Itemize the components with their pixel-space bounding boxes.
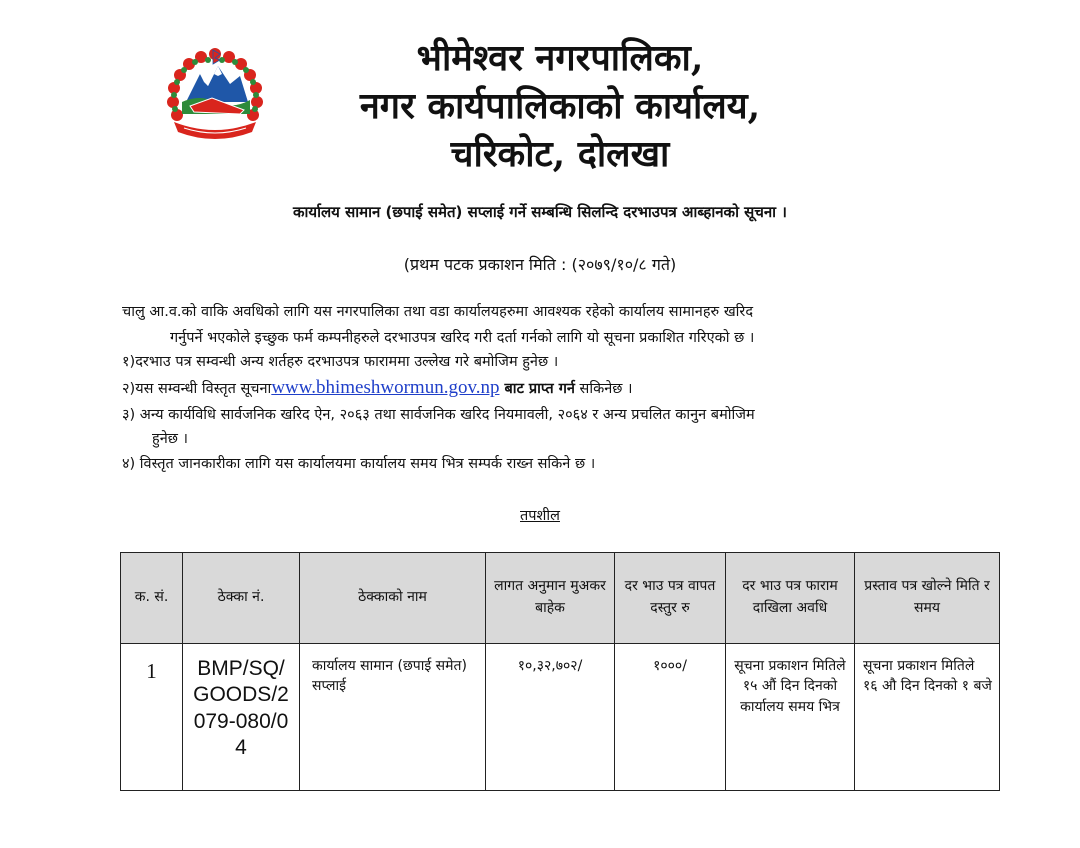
publication-date: (प्रथम पटक प्रकाशन मिति : (२०७९/१०/८ गते) xyxy=(403,255,677,274)
cell-contract-name: कार्यालय सामान (छपाई समेत) सप्लाई xyxy=(300,644,486,791)
cell-bid-fee: १०००/ xyxy=(615,644,726,791)
cell-contract-no: BMP/SQ/GOODS/2079-080/04 xyxy=(183,644,300,791)
paragraph-line-1: चालु आ.व.को वाकि अवधिको लागि यस नगरपालिका तथा वडा कार्यालयहरुमा आवश्यक रहेको कार्यालय सामानहरु खरिद xyxy=(122,304,754,320)
cell-serial-no: 1 xyxy=(121,644,183,791)
header-bid-fee: दर भाउ पत्र वापत दस्तुर रु xyxy=(615,553,726,644)
table-header-row xyxy=(121,553,1000,644)
office-location: चरिकोट, दोलखा xyxy=(450,133,670,175)
header-cost-estimate: लागत अनुमान मुअकर बाहेक xyxy=(486,553,615,644)
paragraph-line-2: गर्नुपर्ने भएकोले इच्छुक फर्म कम्पनीहरुले दरभाउपत्र खरिद गरी दर्ता गर्नको लागि यो सूचना प्रकाशित गरिएको छ । xyxy=(170,330,755,346)
condition-item-1: १)दरभाउ पत्र सम्वन्धी अन्य शर्तहरु दरभाउपत्र फाराममा उल्लेख गरे बमोजिम हुनेछ । xyxy=(122,354,559,370)
condition-item-2-bold: बाट प्राप्त गर्न xyxy=(499,381,575,397)
header-submission-period: दर भाउ पत्र फाराम दाखिला अवधि xyxy=(726,553,855,644)
header-contract-name: ठेक्काको नाम xyxy=(300,553,486,644)
cell-submission-period: सूचना प्रकाशन मितिले १५ औं दिन दिनको कार्यालय समय भित्र xyxy=(726,644,855,791)
cell-cost-estimate: १०,३२,७०२/ xyxy=(486,644,615,791)
office-name: नगर कार्यपालिकाको कार्यालय, xyxy=(359,85,761,127)
header-opening-date: प्रस्ताव पत्र खोल्ने मिति र समय xyxy=(855,553,1000,644)
condition-item-2-prefix: २)यस सम्वन्धी विस्तृत सूचना xyxy=(122,381,272,397)
tender-table xyxy=(120,552,1000,791)
header-serial-no: क. सं. xyxy=(121,553,183,644)
cell-opening-date: सूचना प्रकाशन मितिले १६ औ दिन दिनको १ बजे xyxy=(855,644,1000,791)
condition-item-3-cont: हुनेछ । xyxy=(152,431,189,447)
condition-item-4: ४) विस्तृत जानकारीका लागि यस कार्यालयमा कार्यालय समय भित्र सम्पर्क राख्न सकिने छ । xyxy=(122,456,596,472)
schedule-label: तपशील xyxy=(520,508,560,524)
website-link[interactable]: www.bhimeshwormun.gov.np xyxy=(271,377,500,398)
notice-title: कार्यालय सामान (छपाई समेत) सप्लाई गर्ने सम्बन्धि सिलन्दि दरभाउपत्र आब्हानको सूचना । xyxy=(293,203,787,221)
condition-item-2 xyxy=(122,378,633,397)
table-row xyxy=(121,644,1000,791)
nepal-emblem-logo xyxy=(160,44,270,144)
municipality-name: भीमेश्वर नगरपालिका, xyxy=(416,37,704,79)
condition-item-3: ३) अन्य कार्यविधि सार्वजनिक खरिद ऐन, २०६३ तथा सार्वजनिक खरिद नियमावली, २०६४ र अन्य प्रचलित कानुन बमोजिम xyxy=(122,407,755,423)
condition-item-2-suffix: सकिनेछ । xyxy=(574,381,633,397)
header-contract-no: ठेक्का नं. xyxy=(183,553,300,644)
